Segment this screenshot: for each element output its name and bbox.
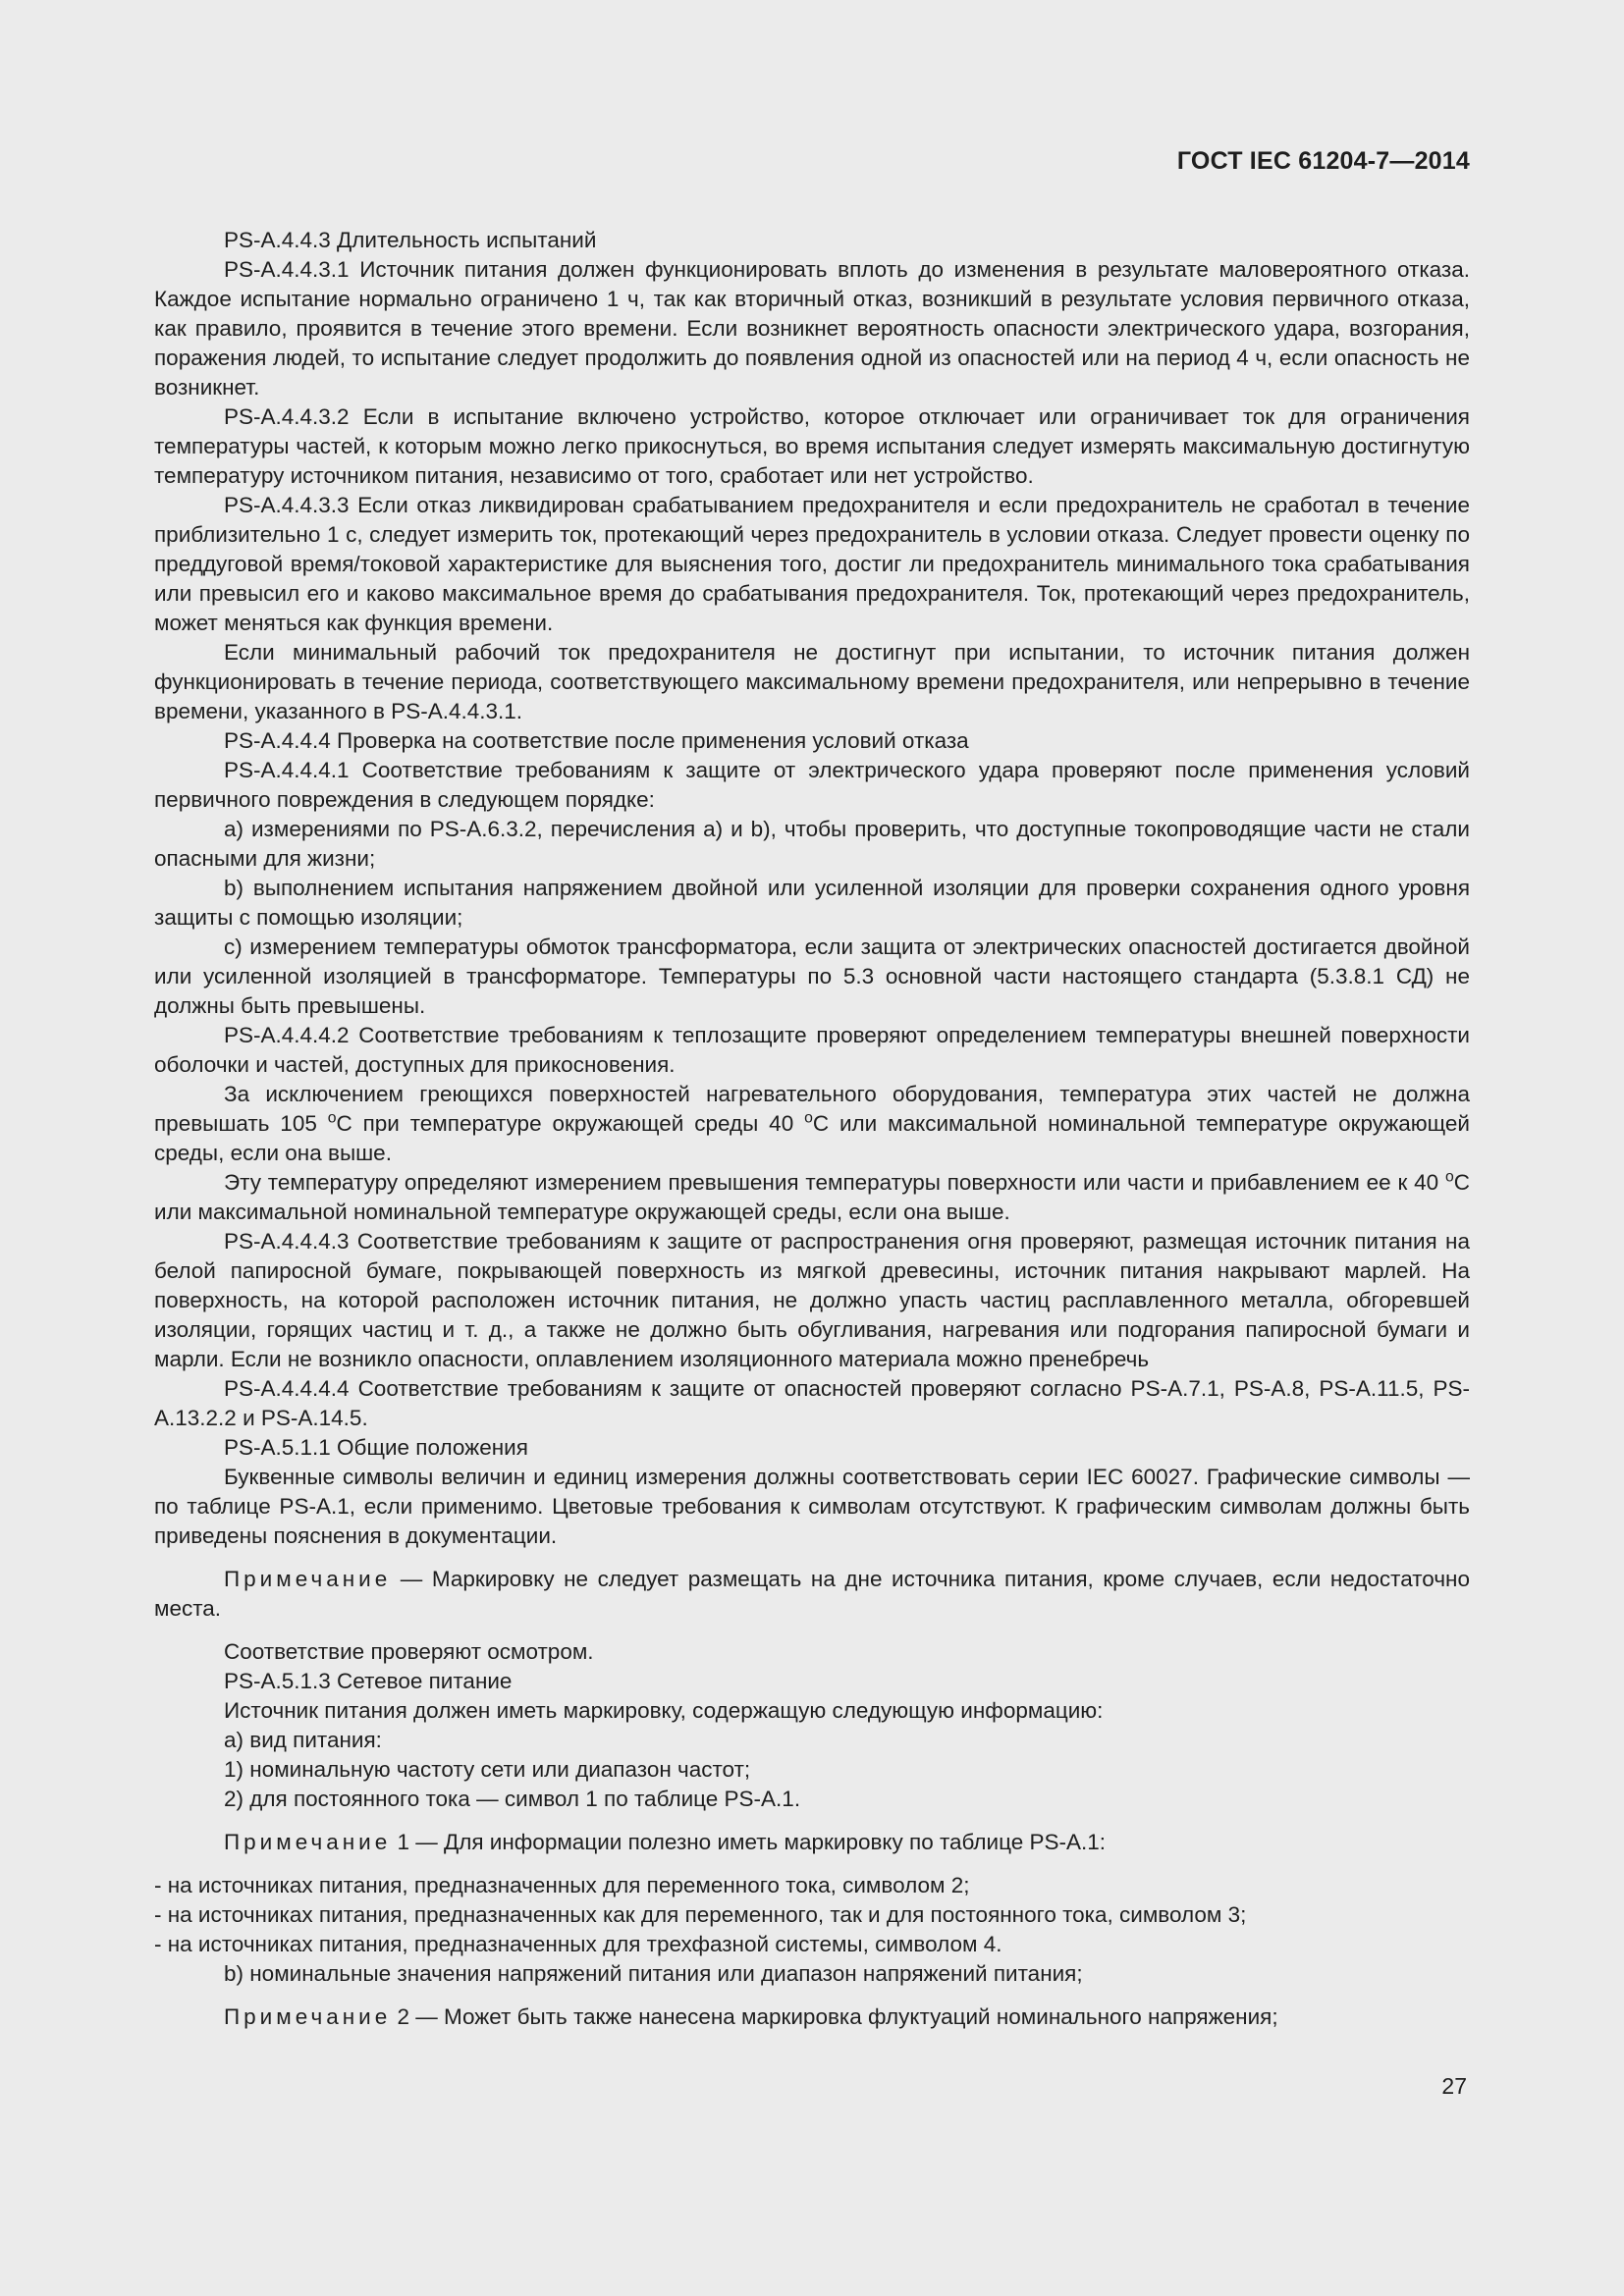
paragraph: Источник питания должен иметь маркировку, содержащую следующую информацию: xyxy=(224,1698,1104,1723)
list-item: 1) номинальную частоту сети или диапазон частот; xyxy=(224,1757,751,1782)
paragraph: PS-A.4.4.3.2 Если в испытание включено устройство, которое отключает или ограничивает ток для ограничения температуры частей, к которым можно легко прикоснуться, во время испытания следует измерять максимальную достигнутую температуру источником питания, независимо от того, сработает или нет устройство. xyxy=(154,404,1470,488)
paragraph-temperature-2: Эту температуру определяют измерением превышения температуры поверхности или части и прибавлением ее к 40 $^о$С или максимальной номинальной температуре окружающей среды, если она выше. xyxy=(154,1168,1470,1224)
page-number: 27 xyxy=(1441,2073,1467,2099)
list-item: - на источниках питания, предназначенных как для переменного, так и для постоянного тока, символом 3; xyxy=(154,1902,1247,1927)
note-label: Примечание xyxy=(224,2004,392,2029)
section-heading: PS-A.5.1.3 Сетевое питание xyxy=(224,1669,513,1693)
paragraph: Если минимальный рабочий ток предохранителя не достигнут при испытании, то источник питания должен функционировать в течение периода, соответствующего максимальному времени предохранителя, или непрерывно в течение времени, указанного в PS-A.4.4.3.1. xyxy=(154,640,1470,723)
paragraph: PS-A.4.4.3.1 Источник питания должен функционировать вплоть до изменения в результате маловероятного отказа. Каждое испытание нормально ограничено 1 ч, так как вторичный отказ, возникший в результате условия первичного отказа, как правило, проявится в течение этого времени. Если возникнет вероятность опасности электрического удара, возгорания, поражения людей, то испытание следует продолжить до появления одной из опасностей или на период 4 ч, если опасность не возникнет. xyxy=(154,257,1470,400)
paragraph: PS-A.4.4.3.3 Если отказ ликвидирован срабатыванием предохранителя и если предохранитель не сработал в течение приблизительно 1 с, следует измерить ток, протекающий через предохранитель в условии отказа. Следует провести оценку по преддуговой время/токовой характеристике для выяснения того, достиг ли предохранитель минимального тока срабатывания или превысил его и каково максимальное время до срабатывания предохранителя. Ток, протекающий через предохранитель, может меняться как функция времени. xyxy=(154,493,1470,635)
list-item: c) измерением температуры обмоток трансформатора, если защита от электрических опасностей достигается двойной или усиленной изоляцией в трансформаторе. Температуры по 5.3 основной части настоящего стандарта (5.3.8.1 СД) не должны быть превышены. xyxy=(154,934,1470,1018)
paragraph-temperature: За исключением греющихся поверхностей нагревательного оборудования, температура этих частей не должна превышать 105 $^о$С при температуре окружающей среды 40 $^о$С или максимальной номинальной температуре окружающей среды, если она выше. xyxy=(154,1082,1470,1165)
paragraph: PS-A.4.4.4.3 Соответствие требованиям к защите от распространения огня проверяют, размещая источник питания на белой папиросной бумаге, покрывающей поверхность из мягкой древесины, источник питания накрывают марлей. На поверхность, на которой расположен источник питания, не должно упасть частиц расплавленного металла, обгоревшей изоляции, горящих частиц и т. д., а также не должно быть обугливания, нагревания или подгорания папиросной бумаги и марли. Если не возникло опасности, оплавлением изоляционного материала можно пренебречь xyxy=(154,1229,1470,1371)
section-heading: PS-A.4.4.4 Проверка на соответствие после применения условий отказа xyxy=(224,728,969,753)
document-header: ГОСТ IEC 61204-7—2014 xyxy=(1176,147,1470,175)
list-item: - на источниках питания, предназначенных для переменного тока, символом 2; xyxy=(154,1873,970,1897)
section-heading: PS-A.4.4.3 Длительность испытаний xyxy=(224,228,597,252)
dash-list xyxy=(154,1871,1470,1959)
note: Примечание — Маркировку не следует размещать на дне источника питания, кроме случаев, если недостаточно места. xyxy=(154,1567,1470,1621)
note: Примечание 1 — Для информации полезно иметь маркировку по таблице PS-A.1: xyxy=(224,1830,1107,1854)
list-item: 2) для постоянного тока — символ 1 по таблице PS-A.1. xyxy=(224,1787,801,1811)
list-item: a) вид питания: xyxy=(224,1728,382,1752)
note: Примечание 2 — Может быть также нанесена маркировка флуктуаций номинального напряжения; xyxy=(224,2004,1278,2029)
paragraph: Соответствие проверяют осмотром. xyxy=(224,1639,594,1664)
note-label: Примечание xyxy=(224,1567,392,1591)
note-label: Примечание xyxy=(224,1830,392,1854)
list-item: a) измерениями по PS-A.6.3.2, перечисления а) и b), чтобы проверить, что доступные токопроводящие части не стали опасными для жизни; xyxy=(154,817,1470,871)
paragraph: Буквенные символы величин и единиц измерения должны соответствовать серии IEC 60027. Графические символы — по таблице PS-A.1, если применимо. Цветовые требования к символам отсутствуют. К графическим символам должны быть приведены пояснения в документации. xyxy=(154,1465,1470,1548)
list-item: b) номинальные значения напряжений питания или диапазон напряжений питания; xyxy=(224,1961,1083,1986)
document-body xyxy=(154,226,1470,2032)
list-item: b) выполнением испытания напряжением двойной или усиленной изоляции для проверки сохранения одного уровня защиты с помощью изоляции; xyxy=(154,876,1470,930)
paragraph: PS-A.4.4.4.4 Соответствие требованиям к защите от опасностей проверяют согласно PS-A.7.1, PS-A.8, PS-A.11.5, PS-A.13.2.2 и PS-A.14.5. xyxy=(154,1376,1470,1430)
section-heading: PS-A.5.1.1 Общие положения xyxy=(224,1435,528,1460)
paragraph: PS-A.4.4.4.1 Соответствие требованиям к защите от электрического удара проверяют после применения условий первичного повреждения в следующем порядке: xyxy=(154,758,1470,812)
paragraph: PS-A.4.4.4.2 Соответствие требованиям к теплозащите проверяют определением температуры внешней поверхности оболочки и частей, доступных для прикосновения. xyxy=(154,1023,1470,1077)
list-item: - на источниках питания, предназначенных для трехфазной системы, символом 4. xyxy=(154,1932,1002,1956)
